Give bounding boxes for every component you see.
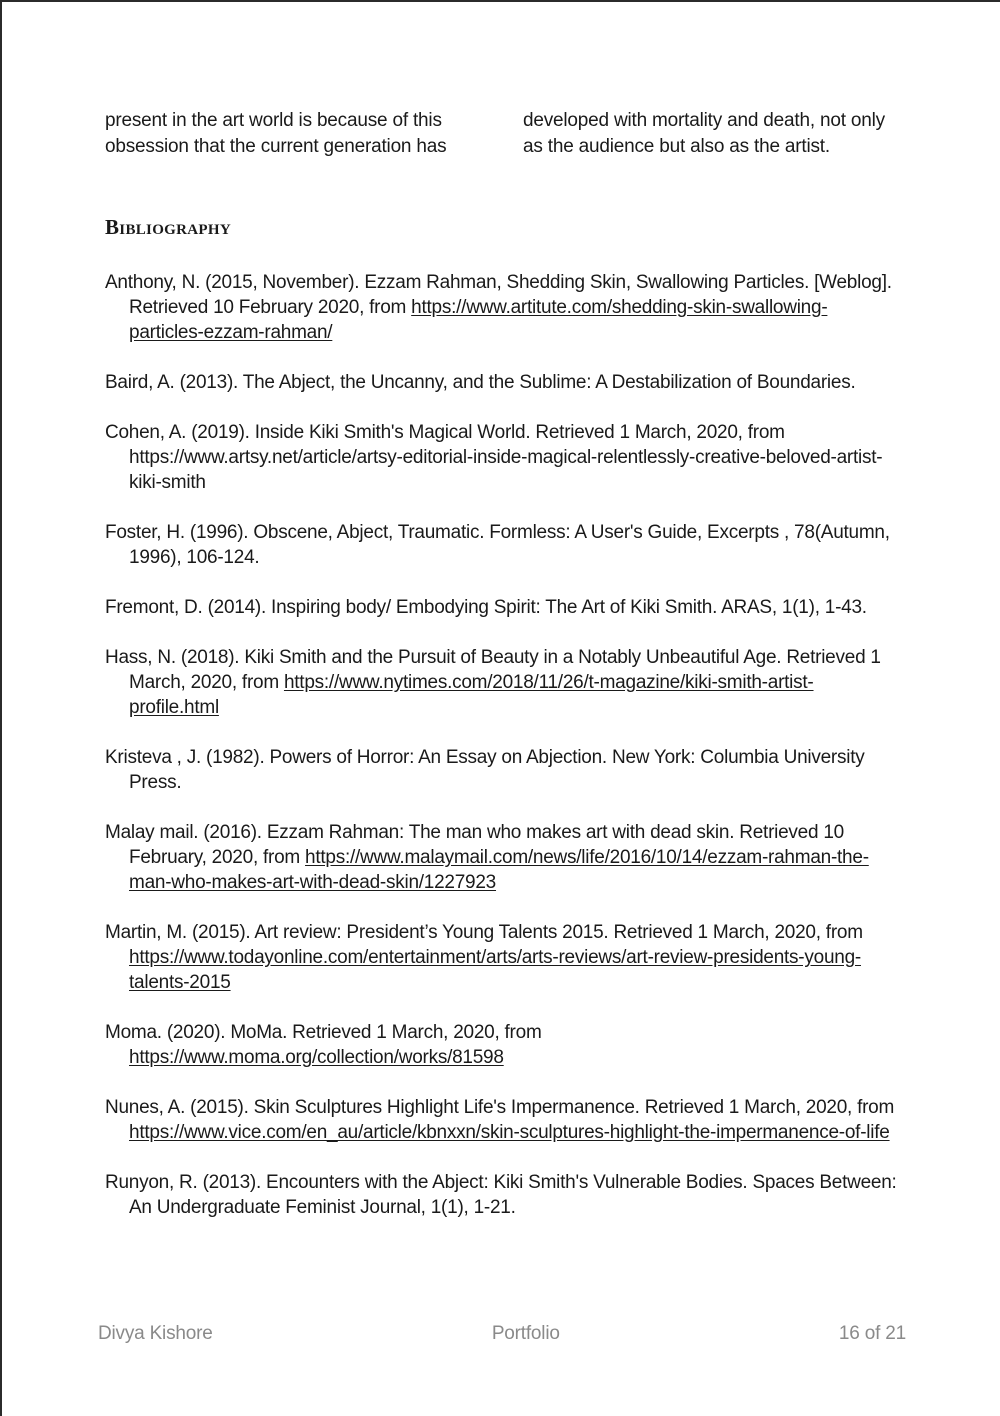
bibliography-entry-baird: [105, 370, 900, 395]
intro-paragraph: [105, 108, 895, 160]
entry-text: Baird, A. (2013). The Abject, the Uncanny, and the Sublime: A Destabilization of Boundaries.: [105, 372, 856, 393]
bibliography-entry-fremont: [105, 595, 900, 620]
bibliography-entry-hass: [105, 645, 900, 720]
entry-link[interactable]: https://www.nytimes.com/2018/11/26/t-magazine/kiki-smith-artist-profile.html: [129, 672, 814, 718]
entry-text: Hass, N. (2018). Kiki Smith and the Pursuit of Beauty in a Notably Unbeautiful Age. Retrieved 1 March, 2020, from: [105, 647, 881, 693]
bibliography-entry-malay-mail: [105, 820, 900, 895]
entry-text: Foster, H. (1996). Obscene, Abject, Traumatic. Formless: A User's Guide, Excerpts , 78(Autumn, 1996), 106-124.: [105, 522, 890, 568]
footer-author: Divya Kishore: [98, 1323, 213, 1344]
entry-text: Moma. (2020). MoMa. Retrieved 1 March, 2020, from: [105, 1022, 542, 1043]
footer-page-number: 16 of 21: [838, 1323, 906, 1344]
intro-left-column: present in the art world is because of this obsession that the current generation has: [105, 110, 447, 157]
entry-text: Malay mail. (2016). Ezzam Rahman: The man who makes art with dead skin. Retrieved 10 February, 2020, from: [105, 822, 844, 868]
entry-link[interactable]: https://www.moma.org/collection/works/81598: [129, 1047, 504, 1068]
bibliography-entry-moma: [105, 1020, 900, 1070]
entry-text: Fremont, D. (2014). Inspiring body/ Embodying Spirit: The Art of Kiki Smith. ARAS, 1(1), 1-43.: [105, 597, 867, 618]
bibliography-heading: Bibliography: [105, 215, 231, 239]
bibliography-entry-runyon: [105, 1170, 900, 1220]
intro-right-column: developed with mortality and death, not only as the audience but also as the artist.: [523, 110, 885, 157]
bibliography-entry-foster: [105, 520, 900, 570]
bibliography-list: [105, 270, 900, 1245]
entry-text: Runyon, R. (2013). Encounters with the Abject: Kiki Smith's Vulnerable Bodies. Spaces Between: An Undergraduate Feminist Journal, 1(1), 1-21.: [105, 1172, 897, 1218]
page-footer: [98, 1323, 906, 1345]
entry-link[interactable]: https://www.todayonline.com/entertainment/arts/arts-reviews/art-review-presidents-young-talents-2015: [129, 947, 861, 993]
entry-text: Martin, M. (2015). Art review: President’s Young Talents 2015. Retrieved 1 March, 2020, from: [105, 922, 863, 943]
entry-text: Nunes, A. (2015). Skin Sculptures Highlight Life's Impermanence. Retrieved 1 March, 2020, from: [105, 1097, 895, 1118]
entry-link[interactable]: https://www.malaymail.com/news/life/2016/10/14/ezzam-rahman-the-man-who-makes-art-with-dead-skin/1227923: [129, 847, 869, 893]
bibliography-entry-cohen: [105, 420, 900, 495]
entry-link[interactable]: https://www.vice.com/en_au/article/kbnxxn/skin-sculptures-highlight-the-impermanence-of-life: [129, 1122, 890, 1143]
bibliography-entry-anthony: [105, 270, 900, 345]
entry-text: Kristeva , J. (1982). Powers of Horror: An Essay on Abjection. New York: Columbia University Press.: [105, 747, 865, 793]
entry-text: Cohen, A. (2019). Inside Kiki Smith's Magical World. Retrieved 1 March, 2020, from https://www.artsy.net/article/artsy-editorial-inside-magical-relentlessly-creative-beloved-artist-kiki-smith: [105, 422, 883, 493]
entry-link[interactable]: https://www.artitute.com/shedding-skin-swallowing-particles-ezzam-rahman/: [129, 297, 828, 343]
bibliography-entry-kristeva: [105, 745, 900, 795]
bibliography-entry-martin: [105, 920, 900, 995]
bibliography-entry-nunes: [105, 1095, 900, 1145]
entry-text: Anthony, N. (2015, November). Ezzam Rahman, Shedding Skin, Swallowing Particles. [Weblog]. Retrieved 10 February 2020, from: [105, 272, 892, 318]
footer-title: Portfolio: [491, 1323, 560, 1344]
